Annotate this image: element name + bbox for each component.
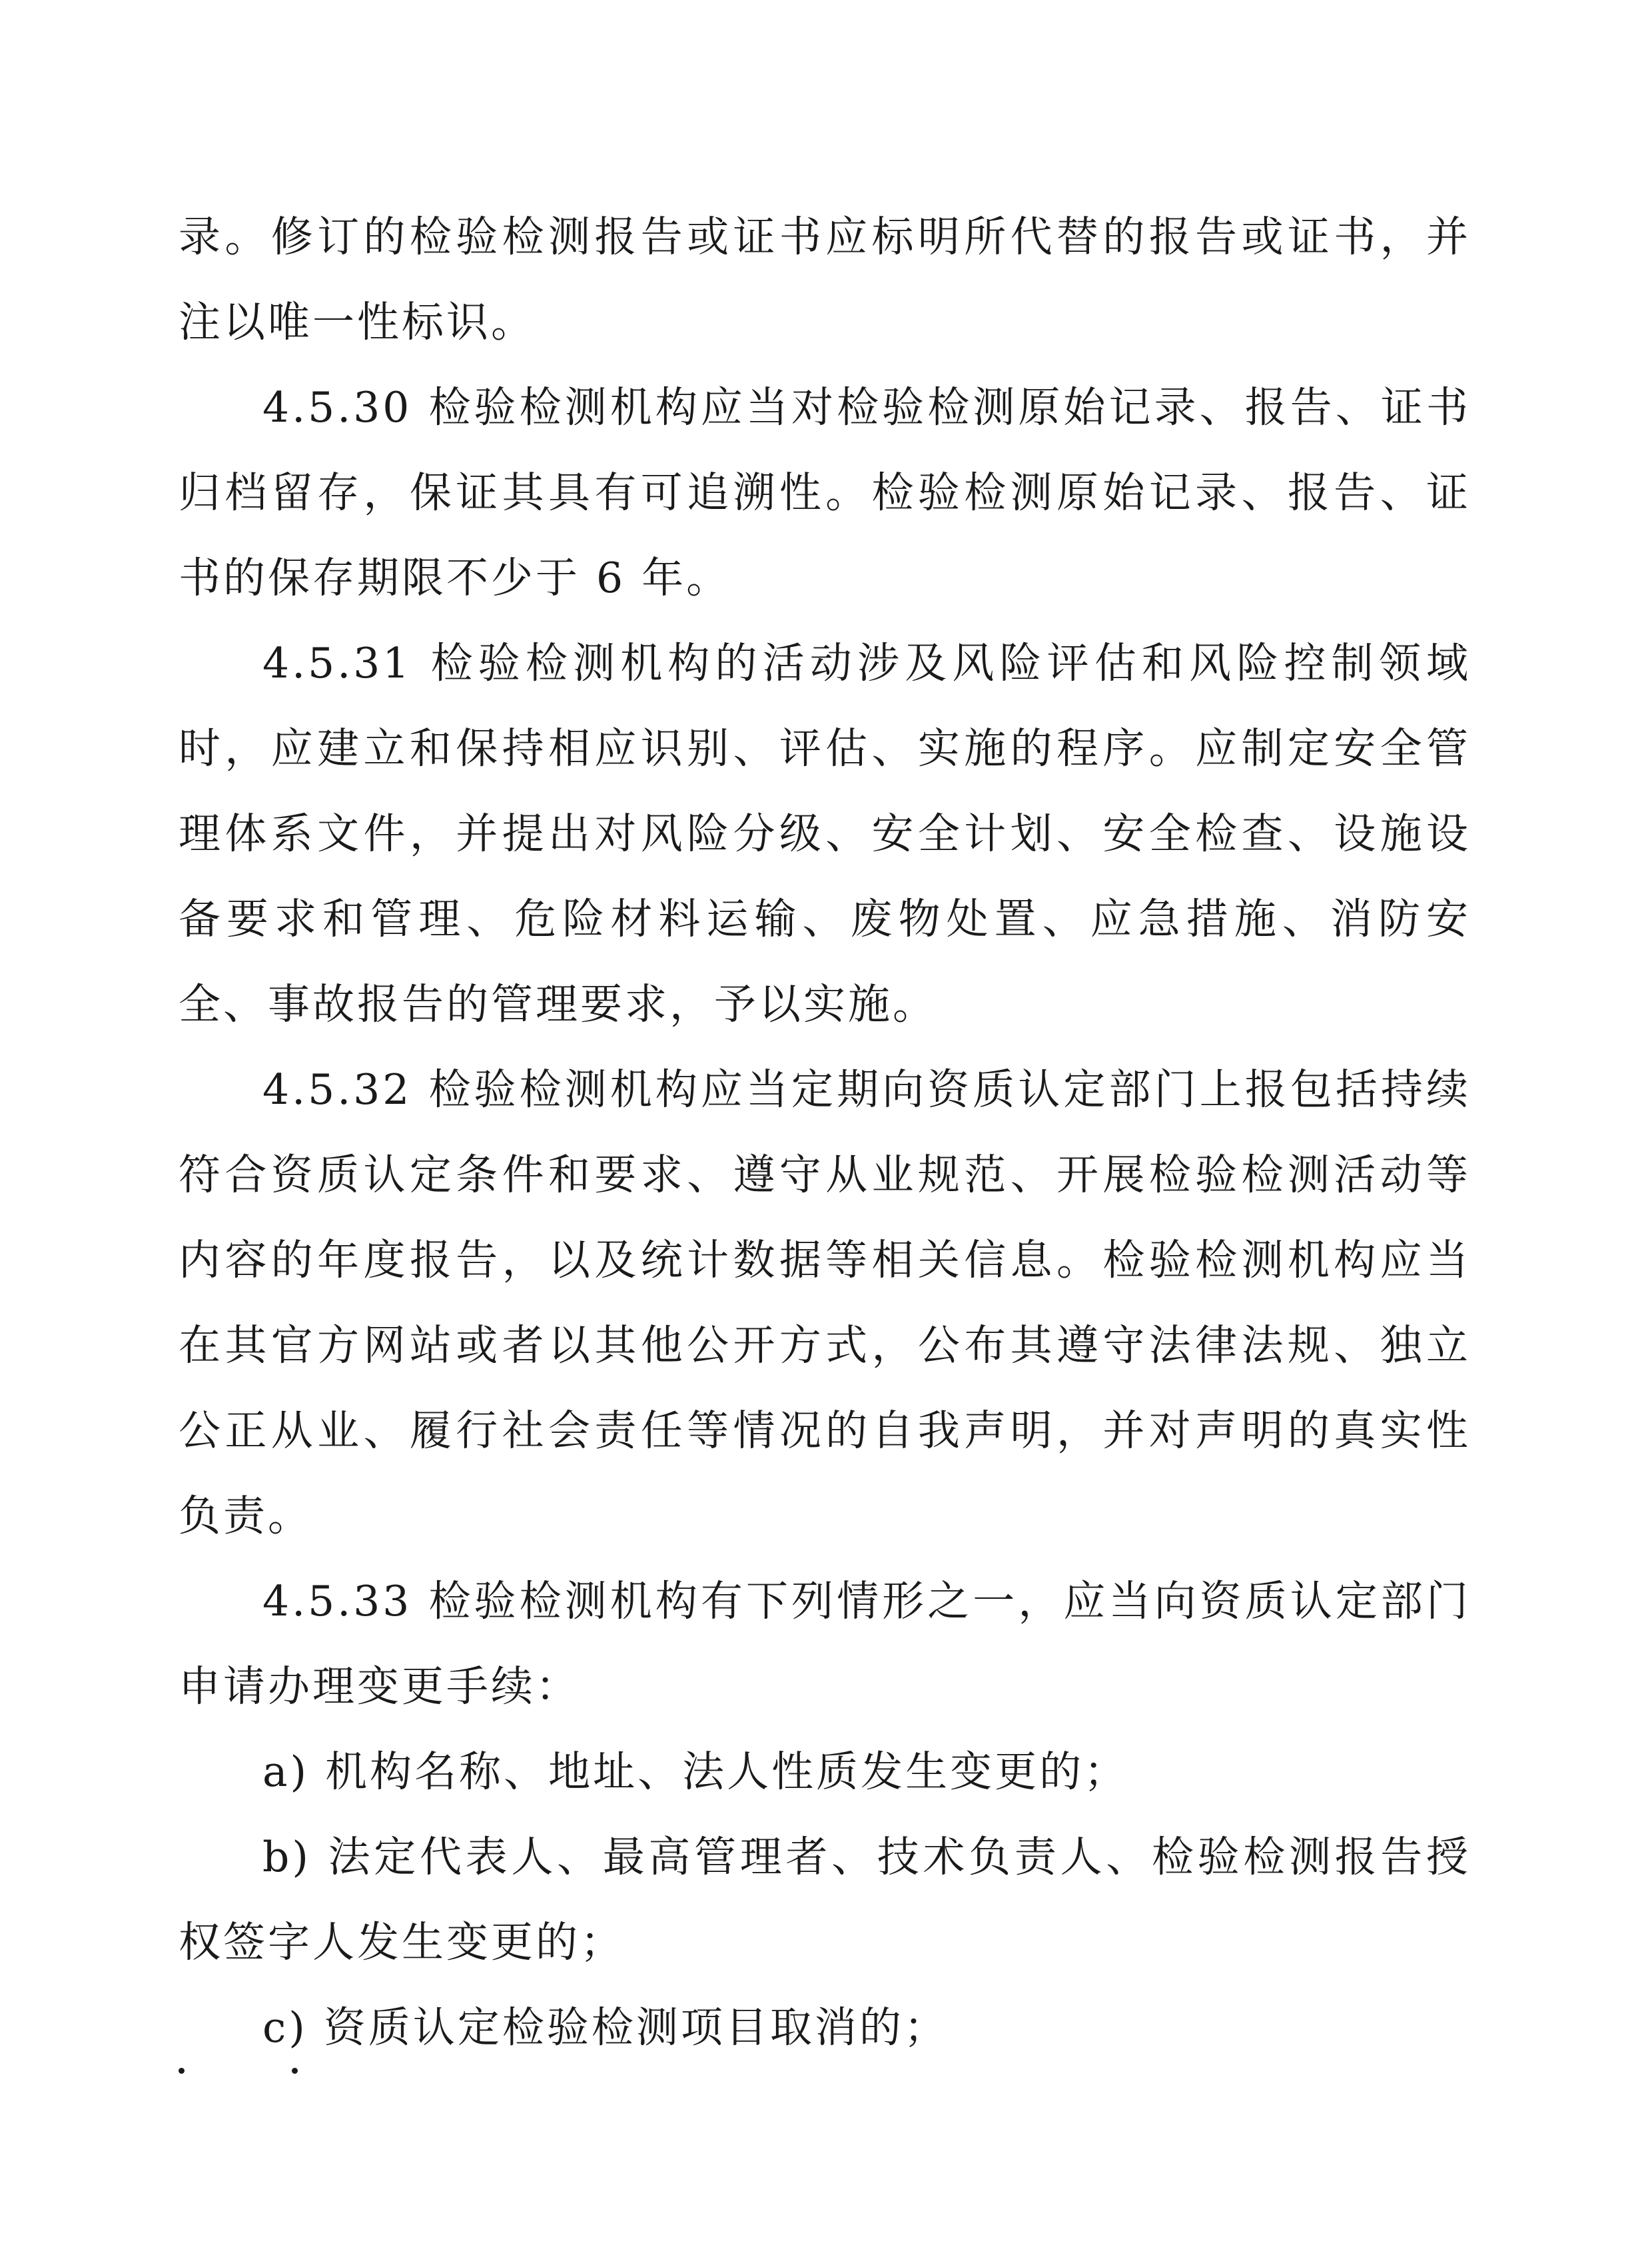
paragraph-4-5-32: 4.5.32 检验检测机构应当定期向资质认定部门上报包括持续符合资质认定条件和要求、遵守从业规范、开展检验检测活动等内容的年度报告，以及统计数据等相关信息。检验检测机构应当在其官方网站或者以其他公开方式，公布其遵守法律法规、独立公正从业、履行社会责任等情况的自我声明，并对声明的真实性负责。	[179, 1065, 1471, 1540]
document-body	[179, 195, 1471, 2070]
list-item-a: a) 机构名称、地址、法人性质发生变更的；	[262, 1747, 1129, 1796]
paragraph-4-5-33: 4.5.33 检验检测机构有下列情形之一，应当向资质认定部门申请办理变更手续：	[179, 1577, 1471, 1711]
list-item-c: c) 资质认定检验检测项目取消的；	[262, 2003, 949, 2052]
paragraph-continuation: 录。修订的检验检测报告或证书应标明所代替的报告或证书，并注以唯一性标识。	[179, 213, 1471, 346]
dot-mark	[179, 2068, 185, 2074]
continuation-dots	[179, 2058, 378, 2085]
dot-mark	[292, 2068, 298, 2074]
paragraph-4-5-30: 4.5.30 检验检测机构应当对检验检测原始记录、报告、证书归档留存，保证其具有可追溯性。检验检测原始记录、报告、证书的保存期限不少于 6 年。	[179, 383, 1471, 602]
list-item-b: b) 法定代表人、最高管理者、技术负责人、检验检测报告授权签字人发生变更的；	[179, 1833, 1471, 1967]
paragraph-4-5-31: 4.5.31 检验检测机构的活动涉及风险评估和风险控制领域时，应建立和保持相应识别、评估、实施的程序。应制定安全管理体系文件，并提出对风险分级、安全计划、安全检查、设施设备要求和管理、危险材料运输、废物处置、应急措施、消防安全、事故报告的管理要求，予以实施。	[179, 639, 1471, 1029]
